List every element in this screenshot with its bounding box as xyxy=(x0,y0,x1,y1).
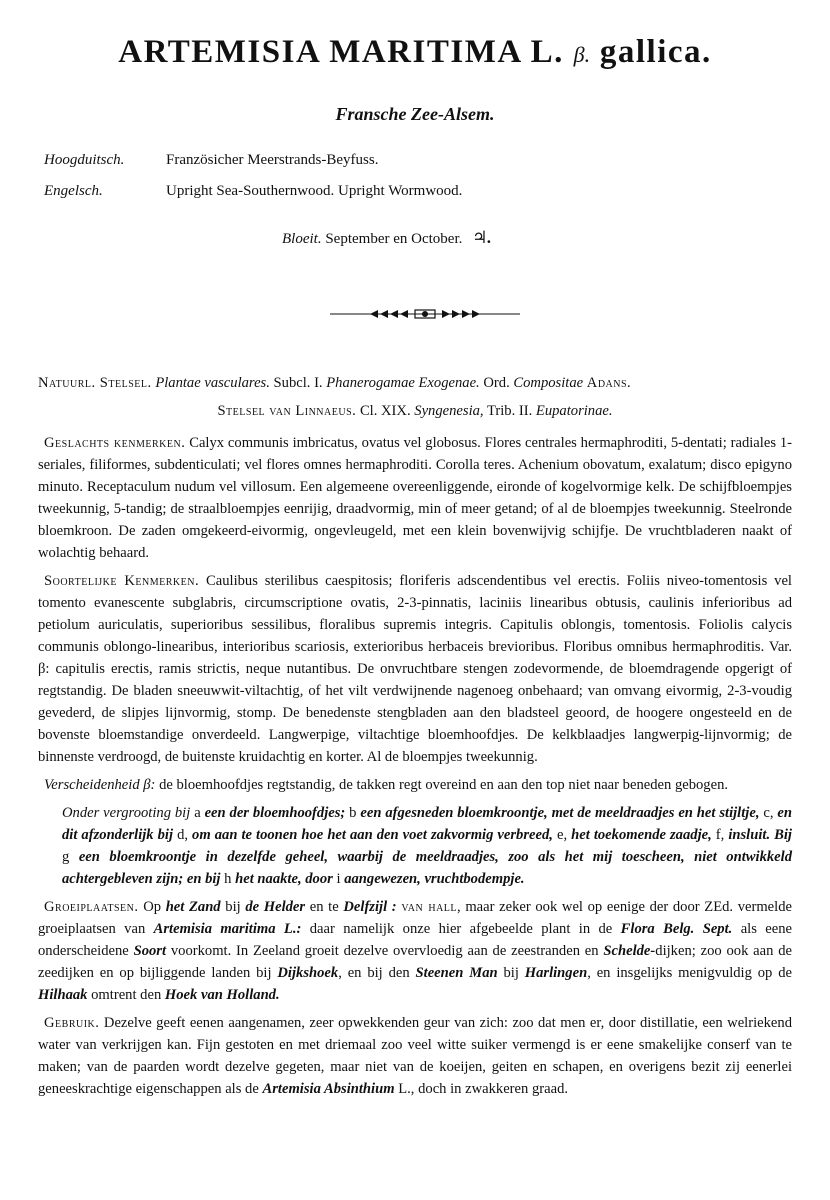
ornament-divider xyxy=(330,302,520,326)
subtitle: Fransche Zee-Alsem. xyxy=(335,104,495,124)
usage-text: L., doch in zwakkeren graad. xyxy=(398,1081,569,1097)
figure-letter: i xyxy=(336,871,341,887)
bloom-months: September en October. xyxy=(325,231,463,247)
magnification-text: het naakte, door xyxy=(235,871,333,887)
habitat-text: Harlingen xyxy=(524,965,588,981)
habitat-text: bij xyxy=(225,899,241,915)
magnification-text: het toekomende zaadje, xyxy=(571,827,712,843)
title-greek: β. xyxy=(573,42,591,67)
habitat-text: Soort xyxy=(133,943,167,959)
natural-system-label: Natuurl. Stelsel. xyxy=(38,375,152,391)
species-text: Caulibus sterilibus caespitosis; floriferis adscendentibus vel erectis. Foliis niveo-tomentosis vel tomento evanescente subglabris, circumscriptione ovatis, 2-3-pinnatis, laciniis linearibus obtusis, caulinis inferioribus ad petiolum auriculatis, superioribus sessilibus, floralibus supremis integris. Capitulis oblongis, tomentosis. Foliolis calycis communis oblongo-linearibus, interioribus scariosis, exterioribus herbaceis brevioribus. Floribus omnibus hermaphroditis. Var. β: capitulis erectis, ramis strictis, neque nutantibus. De onvruchtbare stengen zodevormende, de bloemdragende opgerigt of regtstandig. De bladen sneeuwwit-viltachtig, of het vilt verdwijnende nagenoeg onbehaard; van omvang eivormig, 2-3-voudig gevederd, de slipjes lijnvormig, stomp. De benedenste stengbladen aan den bladsteel geoord, de hoogere ongesteeld en de bovenste bloemstandige onverdeeld. Langwerpige, viltachtige bloemhoofdjes. De kelkblaadjes langwerpig-lijnvormig; de binnenste verdroogd, de buitenste kruidachtig en korter. Al de bloempjes tweekunnig. xyxy=(38,573,792,765)
habitat-text: dijken; zoo ook aan de zeedijken en op bijliggende landen bij xyxy=(38,943,793,981)
magnification-text: om aan te toonen hoe het aan den voet zakvormig verbreed, xyxy=(192,827,553,843)
bloom-label: Bloeit. xyxy=(282,231,322,247)
vernacular-name: Französicher Meerstrands-Beyfuss. xyxy=(166,152,379,168)
usage-text: Dezelve geeft eenen aangenamen, zeer opwekkenden geur van zich: zoo dat men er, door distillatie, een welriekend water van verkrijgen kan. Fijn gestoten en met driemaal zoo veel witte suiker vermengd is er eene smakelijke conserf van te maken; van de paarden wordt dezelve gegeten, maar niet van de koeijen, geiten en schapen, en overigens bezit zij eenerlei geneeskrachtige eigenschappen als de xyxy=(38,1015,792,1097)
habitat-text: het Zand xyxy=(165,899,221,915)
genus-characters xyxy=(38,432,792,564)
vernacular-lang: Hoogduitsch. xyxy=(44,152,125,168)
habitat-text: bij xyxy=(503,965,519,981)
magnification-paragraph xyxy=(62,802,792,890)
usage-label: Gebruik. xyxy=(44,1015,100,1031)
habitat-text: omtrent den xyxy=(91,987,162,1003)
vernacular-name: Upright Sea-Southernwood. Upright Wormwood. xyxy=(166,183,463,199)
variety-paragraph xyxy=(38,774,792,796)
title-variety: gallica. xyxy=(599,34,712,70)
species-label: Soortelijke Kenmerken. xyxy=(44,573,200,589)
magnification-text: een afgesneden bloemkroontje, met de meeldraadjes en het stijltje, xyxy=(360,805,760,821)
title-main: ARTEMISIA MARITIMA L. xyxy=(118,34,564,70)
natural-system-text: Compositae xyxy=(513,375,584,391)
habitat-text: Hoek van Holland. xyxy=(164,987,280,1003)
usage-paragraph xyxy=(38,1012,792,1100)
figure-letter: a xyxy=(194,805,201,821)
natural-system-text: Subcl. I. xyxy=(273,375,323,391)
natural-system-text: Plantae vasculares. xyxy=(155,375,270,391)
vernacular-lang: Engelsch. xyxy=(44,183,103,199)
habitat-text: , en insgelijks menigvuldig op de xyxy=(587,965,792,981)
vernacular-row xyxy=(44,176,462,207)
genus-label: Geslachts kenmerken. xyxy=(44,435,186,451)
magnification-text: aangewezen, vruchtbodempje. xyxy=(344,871,525,887)
figure-letter: h xyxy=(224,871,232,887)
habitat-text: voorkomt. In Zeeland groeit dezelve overvloedig aan de zeestranden en xyxy=(170,943,599,959)
figure-letter: c, xyxy=(763,805,774,821)
magnification-text: Onder vergrooting bij xyxy=(62,805,191,821)
habitat-text: , maar zeker ook wel op eenige der door ZEd. vermelde groeiplaatsen van xyxy=(38,899,792,937)
figure-letter: d, xyxy=(177,827,189,843)
natural-system-text: Phanerogamae Exogenae. xyxy=(326,375,480,391)
habitat-paragraph xyxy=(38,896,792,1006)
bloom-line xyxy=(282,228,492,248)
vernacular-names xyxy=(44,145,462,207)
vernacular-row xyxy=(44,145,462,176)
habitat-text: Dijkshoek xyxy=(277,965,339,981)
natural-system-line xyxy=(38,372,792,394)
figure-letter: e, xyxy=(556,827,568,843)
habitat-text: daar namelijk onze hier afgebeelde plant in de xyxy=(309,921,613,937)
habitat-text: van hall xyxy=(401,899,458,915)
natural-system-text: Ord. xyxy=(483,375,510,391)
linnaeus-text: Syngenesia, xyxy=(414,403,484,419)
figure-letter: b xyxy=(349,805,357,821)
habitat-text: , en bij den xyxy=(338,965,410,981)
habitat-text: Steenen Man xyxy=(415,965,498,981)
figure-letter: g xyxy=(62,849,70,865)
body-text xyxy=(38,372,792,1106)
linnaeus-text: Trib. II. xyxy=(486,403,533,419)
linnaeus-label: Stelsel van Linnaeus. xyxy=(217,403,357,419)
habitat-text: Flora Belg. Sept. xyxy=(620,921,733,937)
natural-system-text: Adans. xyxy=(586,375,632,391)
usage-text: Artemisia Absinthium xyxy=(262,1081,395,1097)
linnaeus-line xyxy=(38,400,792,422)
variety-label: Verscheidenheid β: xyxy=(44,777,156,793)
linnaeus-text: Cl. XIX. xyxy=(359,403,411,419)
habitat-text: Artemisia maritima L.: xyxy=(153,921,302,937)
habitat-text: Op xyxy=(143,899,162,915)
habitat-text: en te xyxy=(309,899,339,915)
habitat-text: als eene onderscheidene xyxy=(38,921,793,959)
magnification-text: en dit afzonderlijk bij xyxy=(62,805,792,843)
genus-text: Calyx communis imbricatus, ovatus vel globosus. Flores centrales hermaphroditi, 5-dentati; radiales 1-seriales, filiformes, subdenticulati; vel flores omnes hermaphroditi. Corolla teres. Achenium obovatum, exalatum; disco epigyno minuto. Receptaculum nudum vel villosum. Een algemeene overeenliggende, eironde of kogelvormige kelk. De schijfbloempjes tweekunnig, 5-tandig; de straalbloempjes eenrijig, draadvormig, min of meer getand; of al de bloempjes tweekunnig. Steelronde bloemkroon. De zaden omgekeerd-eivormig, ongevleugeld, met een klein bovenwijvig schijfje. De vruchtbladeren naakt of wolachtig behaard. xyxy=(38,435,792,561)
habitat-text: Schelde- xyxy=(603,943,656,959)
habitat-text: Hilhaak xyxy=(38,987,88,1003)
magnification-text: een der bloemhoofdjes; xyxy=(204,805,346,821)
habitat-text: Delfzijl : xyxy=(343,899,397,915)
magnification-text: insluit. Bij xyxy=(728,827,792,843)
variety-text: de bloemhoofdjes regtstandig, de takken regt overeind en aan den top niet naar beneden gebogen. xyxy=(159,777,729,793)
page-title xyxy=(0,34,830,71)
habitat-label: Groeiplaatsen. xyxy=(44,899,139,915)
magnification-text: een bloemkroontje in dezelfde geheel, waarbij de meeldraadjes, zoo als het mij toescheen, niet ontwikkeld achtergebleven zijn; en bij xyxy=(62,849,792,887)
figure-letter: f, xyxy=(715,827,725,843)
habitat-text: de Helder xyxy=(245,899,306,915)
perennial-symbol: ♃. xyxy=(472,228,492,247)
linnaeus-text: Eupatorinae. xyxy=(535,403,613,419)
species-characters xyxy=(38,570,792,768)
